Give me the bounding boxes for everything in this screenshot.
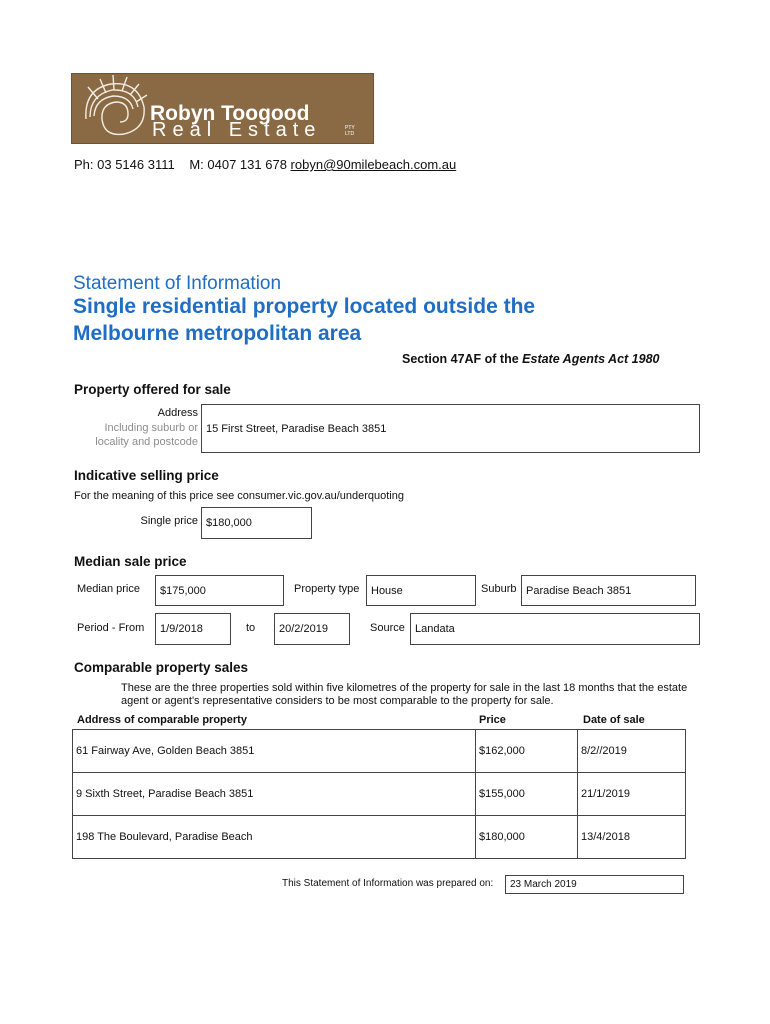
underquoting-note: For the meaning of this price see consumer.vic.gov.au/underquoting [74,490,404,502]
comparable-date-cell[interactable]: 13/4/2018 [578,816,686,859]
prepared-label: This Statement of Information was prepared on: [282,878,494,889]
company-logo [71,73,374,144]
logo-name: Robyn Toogood [150,102,310,125]
comparable-price-cell[interactable]: $180,000 [476,816,578,859]
single-price-label: Single price [140,515,198,527]
column-header-date: Date of sale [583,714,645,726]
table-row [73,730,686,773]
median-price-field[interactable]: $175,000 [155,575,284,606]
comparable-address-cell[interactable]: 9 Sixth Street, Paradise Beach 3851 [73,773,476,816]
comparable-date-cell[interactable]: 21/1/2019 [578,773,686,816]
period-label: Period - From [77,622,145,634]
period-to-label: to [246,622,256,634]
single-price-field[interactable]: $180,000 [201,507,312,539]
property-type-field[interactable]: House [366,575,476,606]
address-hint: locality and postcode [95,436,198,448]
address-hint: Including suburb or [104,422,198,434]
phone-number: Ph: 03 5146 3111 [74,157,175,172]
comparable-sales-table [72,729,686,859]
comparable-date-cell[interactable]: 8/2//2019 [578,730,686,773]
suburb-field[interactable]: Paradise Beach 3851 [521,575,696,606]
indicative-heading: Indicative selling price [74,468,219,483]
median-price-label: Median price [77,583,140,595]
property-heading: Property offered for sale [74,382,231,397]
comparable-price-cell[interactable]: $155,000 [476,773,578,816]
source-field[interactable]: Landata [410,613,700,645]
page-title: Single residential property located outside the Melbourne metropolitan area [73,295,536,345]
property-type-label: Property type [294,583,360,595]
comparable-intro: These are the three properties sold within five kilometres of the property for sale in the last 18 months that the estate agent or agent's representative considers to be most comparable to the property for sale. [121,682,688,707]
period-to-field[interactable]: 20/2/2019 [274,613,350,645]
email-link[interactable]: robyn@90milebeach.com.au [290,157,457,172]
shell-icon [76,59,156,149]
median-heading: Median sale price [74,554,187,569]
comparable-heading: Comparable property sales [74,660,249,675]
source-label: Source [370,622,405,634]
mobile-number: M: 0407 131 678 [189,157,287,172]
prepared-date-field[interactable]: 23 March 2019 [505,875,684,894]
address-label: Address [157,407,198,419]
statement-heading: Statement of Information [73,273,282,294]
logo-suffix: PTY LTD [345,125,355,137]
legislation-reference: Section 47AF of the Estate Agents Act 1980 [402,352,660,366]
suburb-label: Suburb [481,583,517,595]
comparable-price-cell[interactable]: $162,000 [476,730,578,773]
column-header-price: Price [479,714,506,726]
column-header-address: Address of comparable property [77,714,247,726]
comparable-address-cell[interactable]: 61 Fairway Ave, Golden Beach 3851 [73,730,476,773]
logo-subtitle: Real Estate [152,119,322,141]
contact-line [74,157,456,172]
address-field[interactable]: 15 First Street, Paradise Beach 3851 [201,404,700,453]
comparable-address-cell[interactable]: 198 The Boulevard, Paradise Beach [73,816,476,859]
table-row [73,816,686,859]
period-from-field[interactable]: 1/9/2018 [155,613,231,645]
table-row [73,773,686,816]
